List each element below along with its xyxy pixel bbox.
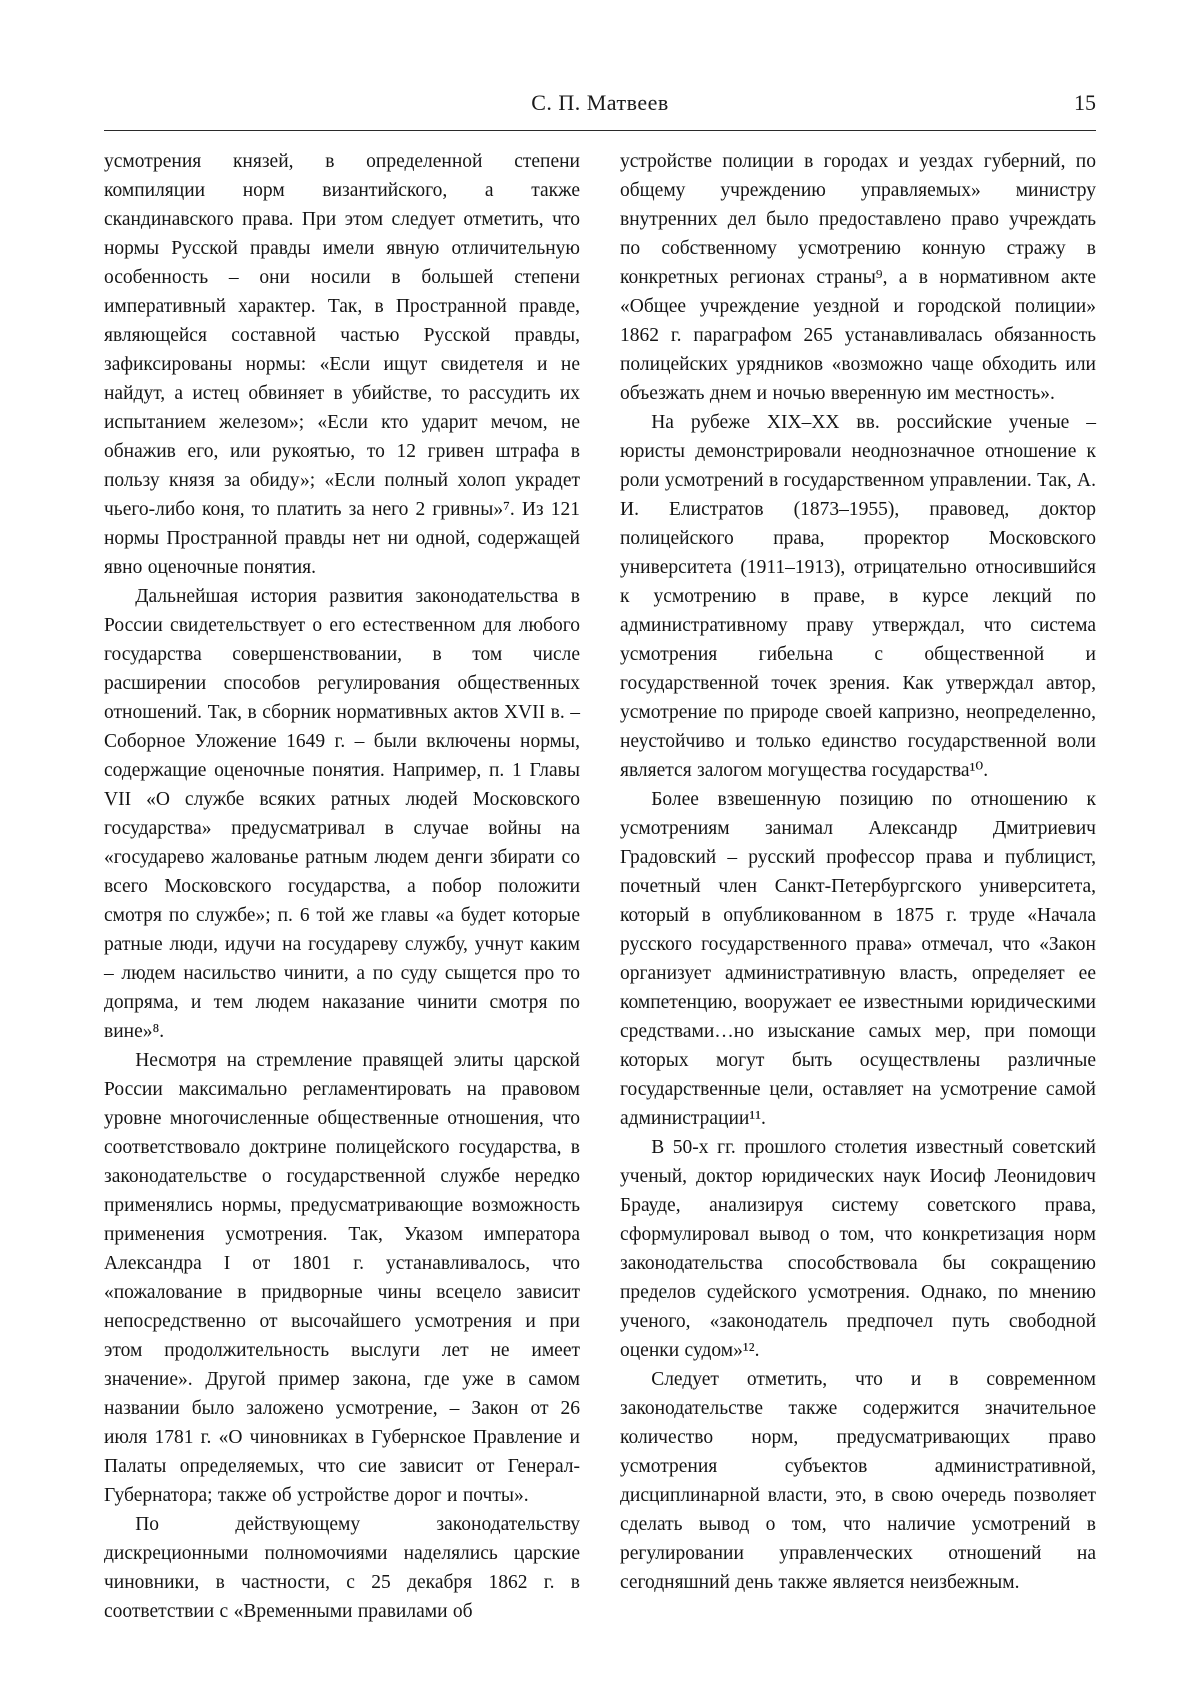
page-header [104, 88, 1096, 122]
paragraph: Более взвешенную позицию по отношению к усмотрениям занимал Александр Дмитриевич Градовский – русский профессор права и публицист, почетный член Санкт-Петербургского университета, который в опубликованном в 1875 г. труде «Начала русского государственного права» отмечал, что «Закон организует административную власть, определяет ее компетенцию, вооружает ее известными юридическими средствами…но изыскание самых мер, при помощи которых могут быть осуществлены различные государственные цели, оставляет на усмотрение самой администрации¹¹. [620, 789, 1096, 1129]
paragraph: Дальнейшая история развития законодательства в России свидетельствует о его естественном для любого государства совершенствовании, в том числе расширении способов регулирования общественных отношений. Так, в сборник нормативных актов XVII в. – Соборное Уложение 1649 г. – были включены нормы, содержащие оценочные понятия. Например, п. 1 Главы VII «О службе всяких ратных людей Московского государства» предусматривал в случае войны на «государево жалованье ратным людем денги збирати со всего Московского государства, а побор положити смотря по службе»; п. 6 той же главы «а будет которые ратные люди, идучи на государеву службу, учнут каким – людем насильство чинити, а по суду сыщется про то допряма, и тем людем наказание чинити смотря по вине»⁸. [104, 586, 580, 1042]
header-rule [104, 130, 1096, 131]
page-number: 15 [1074, 90, 1096, 115]
paragraph: По действующему законодательству дискреционными полномочиями наделялись царские чиновники, в частности, с 25 декабря 1862 г. в соответствии с «Временными правилами об [104, 1514, 580, 1622]
article-body [104, 147, 1096, 1626]
paragraph: В 50-х гг. прошлого столетия известный советский ученый, доктор юридических наук Иосиф Леонидович Брауде, анализируя систему советского права, сформулировал вывод о том, что конкретизация норм законодательства способствовала бы сокращению пределов судейского усмотрения. Однако, по мнению ученого, «законодатель предпочел путь свободной оценки судом»¹². [620, 1137, 1096, 1361]
paragraph: Следует отметить, что и в современном законодательстве также содержится значительное количество норм, предусматривающих право усмотрения субъектов административной, дисциплинарной власти, это, в свою очередь позволяет сделать вывод о том, что наличие усмотрений в регулировании управленческих отношений на сегодняшний день также является неизбежным. [620, 1369, 1096, 1593]
author-name: С. П. Матвеев [531, 90, 669, 115]
paragraph: Несмотря на стремление правящей элиты царской России максимально регламентировать на правовом уровне многочисленные общественные отношения, что соответствовало доктрине полицейского государства, в законодательстве о государственной службе нередко применялись нормы, предусматривающие возможность применения усмотрения. Так, Указом императора Александра I от 1801 г. устанавливалось, что «пожалование в придворные чины всецело зависит непосредственно от высочайшего усмотрения и при этом продолжительность выслуги лет не имеет значение». Другой пример закона, где уже в самом названии было заложено усмотрение, – Закон от 26 июля 1781 г. «О чиновниках в Губернское Правление и Палаты определяемых, что сие зависит от Генерал-Губернатора; также об устройстве дорог и почты». [104, 1050, 580, 1506]
paragraph: устройстве полиции в городах и уездах губерний, по общему учреждению управляемых» министру внутренних дел было предоставлено право учреждать по собственному усмотрению конную стражу в конкретных регионах страны⁹, а в нормативном акте «Общее учреждение уездной и городской полиции» 1862 г. параграфом 265 устанавливалась обязанность полицейских урядников «возможно чаще обходить или объезжать днем и ночью вверенную им местность». [620, 151, 1096, 404]
paragraph: На рубеже XIX–XX вв. российские ученые – юристы демонстрировали неоднозначное отношение к роли усмотрений в государственном управлении. Так, А. И. Елистратов (1873–1955), правовед, доктор полицейского права, проректор Московского университета (1911–1913), отрицательно относившийся к усмотрению в праве, в курсе лекций по административному праву утверждал, что система усмотрения гибельна с общественной и государственной точек зрения. Как утверждал автор, усмотрение по природе своей капризно, неопределенно, неустойчиво и только единство государственной воли является залогом могущества государства¹⁰. [620, 412, 1096, 781]
paragraph: усмотрения князей, в определенной степени компиляции норм византийского, а также скандинавского права. При этом следует отметить, что нормы Русской правды имели явную отличительную особенность – они носили в большей степени императивный характер. Так, в Пространной правде, являющейся составной частью Русской правды, зафиксированы нормы: «Если ищут свидетеля и не найдут, а истец обвиняет в убийстве, то рассудить их испытанием железом»; «Если кто ударит мечом, не обнажив его, или рукоятью, то 12 гривен штрафа в пользу князя за обиду»; «Если полный холоп украдет чьего-либо коня, то платить за него 2 гривны»⁷. Из 121 нормы Пространной правды нет ни одной, содержащей явно оценочные понятия. [104, 151, 580, 578]
right-column [620, 147, 1096, 1626]
left-column [104, 147, 580, 1626]
